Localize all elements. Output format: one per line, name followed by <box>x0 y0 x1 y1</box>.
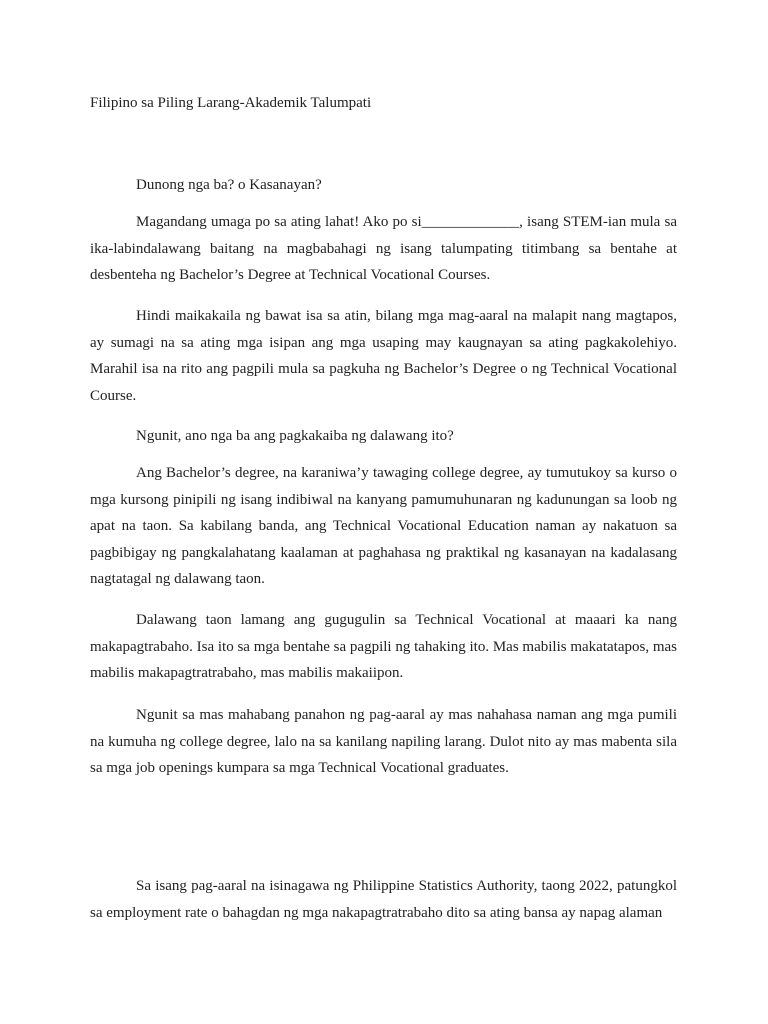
paragraph-intro: Magandang umaga po sa ating lahat! Ako po si_____________, isang STEM-ian mula sa ika-labindalawang baitang na magbabahagi ng isang talumpating titimbang sa bentahe at desbenteha ng Bachelor’s Degree at Technical Vocational Courses. <box>90 214 677 283</box>
paragraph-college-advantage: Ngunit sa mas mahabang panahon ng pag-aaral ay mas nahahasa naman ang mga pumili na kumuha ng college degree, lalo na sa kanilang napiling larang. Dulot nito ay mas mabenta sila sa mga job openings kumpara sa mga Technical Vocational graduates. <box>90 707 677 776</box>
paragraph-tech-voc-advantage: Dalawang taon lamang ang gugugulin sa Technical Vocational at maaari ka nang makapagtrabaho. Isa ito sa mga bentahe sa pagpili ng tahaking ito. Mas mabilis makatatapos, mas mabilis makapagtratrabaho, mas mabilis makaiipon. <box>90 612 677 681</box>
paragraph-statistics: Sa isang pag-aaral na isinagawa ng Philippine Statistics Authority, taong 2022, patungkol sa employment rate o bahagdan ng mga nakapagtratrabaho dito sa ating bansa ay napag alaman <box>90 878 677 921</box>
speech-title: Dunong nga ba? o Kasanayan? <box>136 177 322 193</box>
document-header: Filipino sa Piling Larang-Akademik Talumpati <box>90 95 372 111</box>
paragraph-definitions: Ang Bachelor’s degree, na karaniwa’y tawaging college degree, ay tumutukoy sa kurso o mga kursong pinipili ng isang indibiwal na kanyang pamumuhunaran ng kadunungan sa loob ng apat na taon. Sa kabilang banda, ang Technical Vocational Education naman ay nakatuon sa pagbibigay ng pangkalahatang kaalaman at paghahasa ng praktikal ng kasanayan na kadalasang nagtatagal ng dalawang taon. <box>90 465 677 587</box>
paragraph-question: Ngunit, ano nga ba ang pagkakaiba ng dalawang ito? <box>136 428 454 444</box>
paragraph-context: Hindi maikakaila ng bawat isa sa atin, bilang mga mag-aaral na malapit nang magtapos, ay sumagi na sa ating mga isipan ang mga usaping may kaugnayan sa ating pagkakolehiyo. Marahil isa na rito ang pagpili mula sa pagkuha ng Bachelor’s Degree o ng Technical Vocational Course. <box>90 308 677 404</box>
